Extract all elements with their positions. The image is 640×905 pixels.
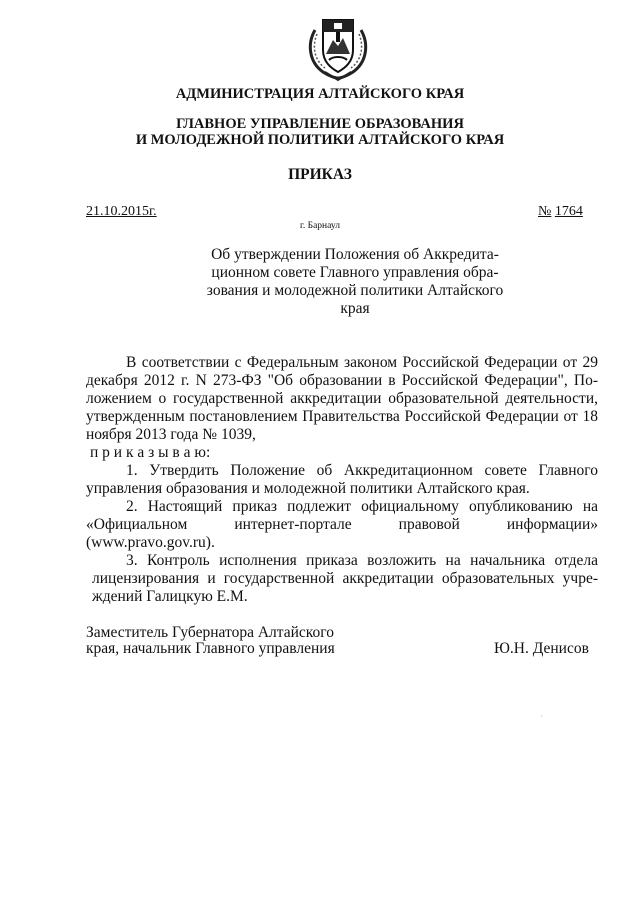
department-title-line-1: ГЛАВНОЕ УПРАВЛЕНИЕ ОБРАЗОВАНИЯ bbox=[176, 116, 464, 132]
item-2-line: 2. Настоящий приказ подлежит официальному опубликованию на bbox=[126, 498, 598, 515]
item-2-line: (www.pravo.gov.ru). bbox=[86, 534, 215, 551]
page-mark: · bbox=[540, 712, 543, 721]
item-3-line: ждений Галицкую Е.М. bbox=[92, 588, 248, 605]
item-3-line: 3. Контроль исполнения приказа возложить на начальника отдела bbox=[126, 552, 598, 569]
intro-line: ложением о государственной аккредитации образовательной деятельности, bbox=[86, 390, 598, 407]
coat-of-arms-emblem bbox=[303, 10, 373, 82]
order-date: 21.10.2015г. bbox=[86, 204, 157, 219]
order-number-value: 1764 bbox=[554, 204, 583, 219]
administration-title: АДМИНИСТРАЦИЯ АЛТАЙСКОГО КРАЯ bbox=[175, 86, 465, 102]
subject-line: ционном совете Главного управления обра- bbox=[211, 264, 499, 281]
order-number-prefix: № bbox=[538, 204, 552, 219]
document-type: ПРИКАЗ bbox=[288, 166, 352, 183]
department-title-line-2: И МОЛОДЕЖНОЙ ПОЛИТИКИ АЛТАЙСКОГО КРАЯ bbox=[135, 132, 505, 148]
subject-line: края bbox=[340, 300, 370, 317]
signatory-name: Ю.Н. Денисов bbox=[494, 640, 589, 657]
item-2-line: «Официальном интернет-портале правовой информации» bbox=[86, 516, 598, 533]
order-subject bbox=[190, 246, 520, 318]
signatory-position-line-2: края, начальник Главного управления bbox=[86, 640, 335, 657]
item-3-line: лицензирования и государственной аккредитации образовательных учре- bbox=[92, 570, 598, 587]
intro-line: ноября 2013 года № 1039, bbox=[86, 426, 256, 443]
intro-line: утвержденным постановлением Правительства Российской Федерации от 18 bbox=[86, 408, 598, 425]
item-1-line: 1. Утвердить Положение об Аккредитационном совете Главного bbox=[126, 462, 598, 479]
subject-line: зования и молодежной политики Алтайского bbox=[206, 282, 504, 299]
item-1-line: управления образования и молодежной политики Алтайского края. bbox=[86, 480, 530, 497]
intro-line: В соответствии с Федеральным законом Российской Федерации от 29 bbox=[126, 354, 598, 371]
intro-line: декабря 2012 г. N 273-ФЗ "Об образовании в Российской Федерации", По- bbox=[86, 372, 598, 389]
signatory-position-line-1: Заместитель Губернатора Алтайского bbox=[86, 624, 334, 641]
order-number bbox=[538, 204, 583, 220]
subject-line: Об утверждении Положения об Аккредита- bbox=[211, 246, 499, 263]
order-word: п р и к а з ы в а ю: bbox=[90, 444, 211, 461]
city: г. Барнаул bbox=[300, 221, 340, 231]
